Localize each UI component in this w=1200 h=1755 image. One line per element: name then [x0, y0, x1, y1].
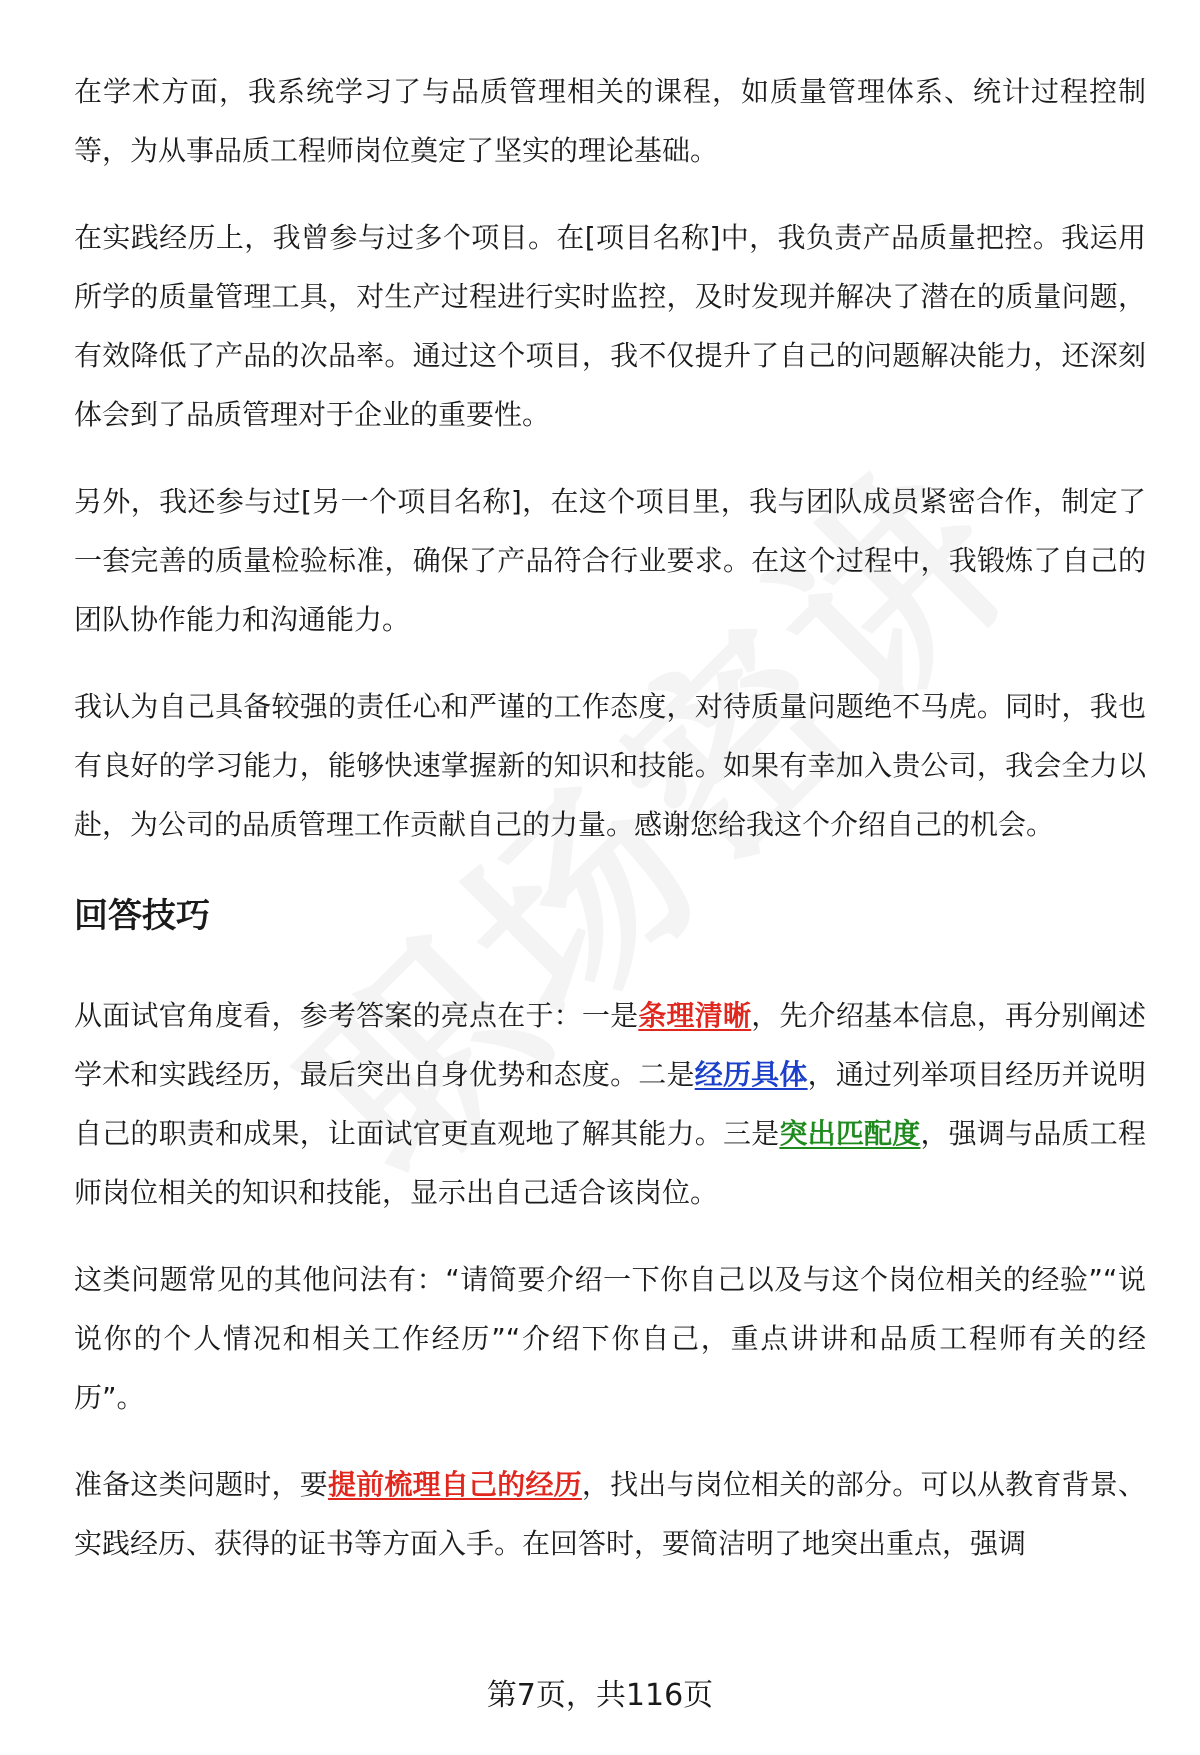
- paragraph-another-project: 另外，我还参与过[另一个项目名称]，在这个项目里，我与团队成员紧密合作，制定了一套完善的质量检验标准，确保了产品符合行业要求。在这个过程中，我锻炼了自己的团队协作能力和沟通能力。: [74, 485, 1146, 636]
- paragraph-academic: 在学术方面，我系统学习了与品质管理相关的课程，如质量管理体系、统计过程控制等，为从事品质工程师岗位奠定了坚实的理论基础。: [74, 75, 1146, 167]
- paragraph-highlights: [74, 986, 1146, 1222]
- paragraph-other-questions: 这类问题常见的其他问法有：“请简要介绍一下你自己以及与这个岗位相关的经验”“说说你的个人情况和相关工作经历”“介绍下你自己，重点讲讲和品质工程师有关的经历”。: [74, 1263, 1146, 1414]
- highlight-match: 突出匹配度: [779, 1117, 921, 1150]
- paragraph-preparation: [74, 1455, 1146, 1573]
- paragraph-self-assessment: 我认为自己具备较强的责任心和严谨的工作态度，对待质量问题绝不马虎。同时，我也有良好的学习能力，能够快速掌握新的知识和技能。如果有幸加入贵公司，我会全力以赴，为公司的品质管理工作贡献自己的力量。感谢您给我这个介绍自己的机会。: [74, 690, 1146, 841]
- highlight-sort-experience: 提前梳理自己的经历: [327, 1468, 582, 1501]
- text-segment: ，通过列举项目经历并说明自己的职责和成果，让面试官更直观地了解其能力。三是: [74, 1058, 1146, 1150]
- page-number: 第7页，共116页: [486, 1678, 714, 1713]
- paragraph-practice: 在实践经历上，我曾参与过多个项目。在[项目名称]中，我负责产品质量把控。我运用所学的质量管理工具，对生产过程进行实时监控，及时发现并解决了潜在的质量问题，有效降低了产品的次品率。通过这个项目，我不仅提升了自己的问题解决能力，还深刻体会到了品质管理对于企业的重要性。: [74, 221, 1146, 431]
- text-segment: ，强调与品质工程师岗位相关的知识和技能，显示出自己适合该岗位。: [74, 1117, 1146, 1209]
- document-body: [74, 62, 1146, 1601]
- highlight-clear-structure: 条理清晰: [638, 999, 752, 1032]
- text-segment: 准备这类问题时，要: [74, 1468, 328, 1501]
- text-segment: ，先介绍基本信息，再分别阐述学术和实践经历，最后突出自身优势和态度。二是: [74, 999, 1146, 1091]
- text-segment: ，找出与岗位相关的部分。可以从教育背景、实践经历、获得的证书等方面入手。在回答时，要简洁明了地突出重点，强调: [74, 1468, 1146, 1560]
- highlight-specific-experience: 经历具体: [694, 1058, 808, 1091]
- section-heading: 回答技巧: [74, 896, 210, 936]
- text-segment: 从面试官角度看，参考答案的亮点在于：一是: [74, 999, 639, 1032]
